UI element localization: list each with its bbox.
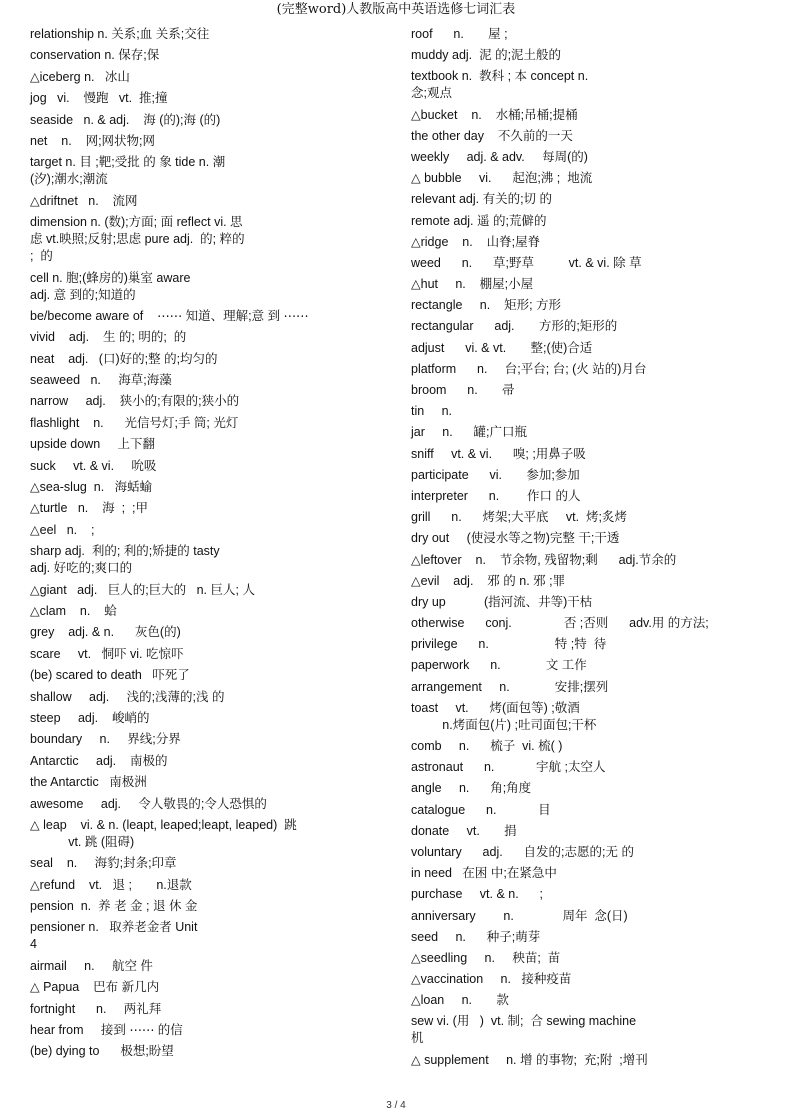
vocab-entry: relevant adj. 有关的;切 的 [411,192,553,207]
vocab-entry: shallow adj. 浅的;浅薄的;浅 的 [30,689,225,704]
vocab-entry: platform n. 台;平台; 台; (火 站的)月台 [411,361,647,376]
vocab-entry: △ bubble vi. 起泡;沸 ; 地流 [411,171,593,186]
vocab-entry: the other day 不久前的一天 [411,128,573,143]
vocab-entry: seed n. 种子;萌芽 [411,929,541,944]
vocab-entry: roof n. 屋 ; [411,27,508,41]
vocab-entry: △iceberg n. 冰山 [30,69,130,84]
vocab-entry: sharp adj. 利的; 利的;矫捷的 tasty adj. 好吃的;爽口的 [30,544,220,576]
vocab-entry: △bucket n. 水桶;吊桶;提桶 [411,107,578,122]
vocab-entry: (be) scared to death 吓死了 [30,668,190,683]
vocab-entry: rectangle n. 矩形; 方形 [411,298,562,313]
vocab-entry: comb n. 梳子 vi. 梳( ) [411,739,563,753]
vocab-entry: △turtle n. 海 ; ;甲 [30,501,148,516]
vocab-entry: △ Papua 巴布 新几内 [30,980,160,995]
vocab-entry: dry out (使浸水等之物)完整 干;干透 [411,531,620,546]
vocab-entry: △loan n. 款 [411,993,509,1008]
vocab-entry: rectangular adj. 方形的;矩形的 [411,319,618,334]
vocab-entry: arrangement n. 安排;摆列 [411,679,609,694]
vocab-entry: cell n. 胞;(蜂房的)巢室 aware adj. 意 到的;知道的 [30,270,191,302]
vocab-entry: toast vt. 烤(面包等) ;敬酒 n.烤面包(片) ;吐司面包;干杯 [411,700,597,732]
vocab-entry: fortnight n. 两礼拜 [30,1001,162,1016]
vocab-entry: astronaut n. 宇航 ;太空人 [411,760,606,775]
vocab-entry: △eel n. ; [30,522,95,537]
vocab-entry: △sea-slug n. 海蛞蝓 [30,480,153,495]
vocab-entry: dry up (指河流、井等)干枯 [411,594,593,609]
vocab-entry: weekly adj. & adv. 每周(的) [411,149,588,164]
vocab-entry: △seedling n. 秧苗; 苗 [411,950,561,965]
vocab-entry: privilege n. 特 ;特 待 [411,637,607,652]
left-column [30,26,402,1065]
vocab-entry: paperwork n. 文 工作 [411,658,587,673]
vocab-entry: seaside n. & adj. 海 (的);海 (的) [30,112,221,127]
vocab-entry: adjust vi. & vt. 整;(使)合适 [411,340,593,355]
vocab-entry: steep adj. 峻峭的 [30,710,150,725]
vocab-entry: grey adj. & n. 灰色(的) [30,625,181,640]
vocab-entry: jog vi. 慢跑 vt. 推;撞 [30,91,168,106]
vocab-entry: △ridge n. 山脊;屋脊 [411,234,541,249]
vocab-entry: △ supplement n. 增 的事物; 充;附 ;增刊 [411,1052,648,1067]
vocab-entry: suck vt. & vi. 吮吸 [30,458,157,473]
vocab-entry: grill n. 烤架;大平底 vt. 烤;炙烤 [411,510,627,525]
vocab-entry: jar n. 罐;广口瓶 [411,425,527,440]
document-title: (完整word)人教版高中英语选修七词汇表 [276,2,516,17]
vocab-entry: be/become aware of ⋯⋯ 知道、理解;意 到 ⋯⋯ [30,308,309,323]
vocab-entry: remote adj. 遥 的;荒僻的 [411,213,547,228]
vocab-entry: target n. 目 ;靶;受批 的 象 tide n. 潮 (汐);潮水;潮流 [30,155,226,187]
vocab-entry: △refund vt. 退 ; n.退款 [30,877,192,892]
vocab-entry: flashlight n. 光信号灯;手 筒; 光灯 [30,415,239,430]
vocab-entry: scare vt. 恫吓 vi. 吃惊吓 [30,646,184,661]
vocab-entry: sew vi. (用 ) vt. 制; 合 sewing machine 机 [411,1014,637,1046]
vocab-entry: (be) dying to 极想;盼望 [30,1044,174,1059]
vocab-entry: voluntary adj. 自发的;志愿的;无 的 [411,844,634,859]
page-number: 3 / 4 [386,1100,406,1111]
vocab-entry: otherwise conj. 否 ;否则 adv.用 的方法; [411,616,709,631]
vocab-entry: vivid adj. 生 的; 明的; 的 [30,330,187,345]
vocab-entry: relationship n. 关系;血 关系;交往 [30,27,210,41]
vocab-entry: upside down 上下翻 [30,437,156,452]
vocab-entry: airmail n. 航空 件 [30,958,153,973]
vocab-entry: boundary n. 界线;分界 [30,732,181,747]
vocab-entry: △vaccination n. 接种疫苗 [411,972,572,987]
vocab-entry: the Antarctic 南极洲 [30,775,147,790]
vocab-entry: △leftover n. 节余物, 残留物;剩 adj.节余的 [411,552,677,567]
vocab-entry: interpreter n. 作口 的人 [411,488,581,503]
vocab-entry: sniff vt. & vi. 嗅; ;用鼻子吸 [411,446,586,461]
vocab-entry: in need 在困 中;在紧急中 [411,866,557,881]
vocab-entry: participate vi. 参加;参加 [411,467,580,482]
vocab-entry: conservation n. 保存;保 [30,48,160,63]
vocab-entry: neat adj. (口)好的;整 的;均匀的 [30,351,218,366]
vocab-entry: narrow adj. 狭小的;有限的;狭小的 [30,394,240,409]
vocab-entry: purchase vt. & n. ; [411,887,544,902]
vocab-entry: muddy adj. 泥 的;泥土般的 [411,48,562,63]
vocab-entry: △driftnet n. 流网 [30,193,138,208]
right-column [411,26,771,1073]
vocab-entry: Antarctic adj. 南极的 [30,753,168,768]
vocab-entry: dimension n. (数);方面; 面 reflect vi. 思 虑 vt.映照;反射;思虑 pure adj. 的; 粹的 ; 的 [30,215,245,264]
vocab-entry: donate vt. 捐 [411,823,517,838]
vocab-entry: pension n. 养 老 金 ; 退 休 金 [30,899,198,914]
vocab-entry: seal n. 海豹;封条;印章 [30,856,177,871]
vocab-entry: broom n. 帚 [411,383,515,397]
vocab-entry: △evil adj. 邪 的 n. 邪 ;罪 [411,573,566,588]
vocab-entry: △giant adj. 巨人的;巨大的 n. 巨人; 人 [30,582,255,597]
vocab-entry: tin n. [411,404,452,419]
vocab-entry: textbook n. 教科 ; 本 concept n. 念;观点 [411,69,589,101]
vocab-entry: △ leap vi. & n. (leapt, leaped;leapt, leaped) 跳 vt. 跳 (阻碍) [30,817,297,849]
vocab-entry: pensioner n. 取养老金者 Unit 4 [30,920,198,952]
vocab-entry: △clam n. 蛤 [30,603,117,618]
vocab-entry: hear from 接到 ⋯⋯ 的信 [30,1023,183,1038]
vocab-entry: awesome adj. 令人敬畏的;令人恐惧的 [30,796,267,811]
vocab-entry: weed n. 草;野草 vt. & vi. 除 草 [411,255,642,270]
vocab-entry: △hut n. 棚屋;小屋 [411,277,534,292]
vocab-entry: seaweed n. 海草;海藻 [30,373,172,388]
vocab-entry: angle n. 角;角度 [411,781,532,796]
vocab-entry: net n. 网;网状物;网 [30,133,156,148]
vocab-entry: catalogue n. 目 [411,802,551,817]
vocab-entry: anniversary n. 周年 念(日) [411,908,628,923]
